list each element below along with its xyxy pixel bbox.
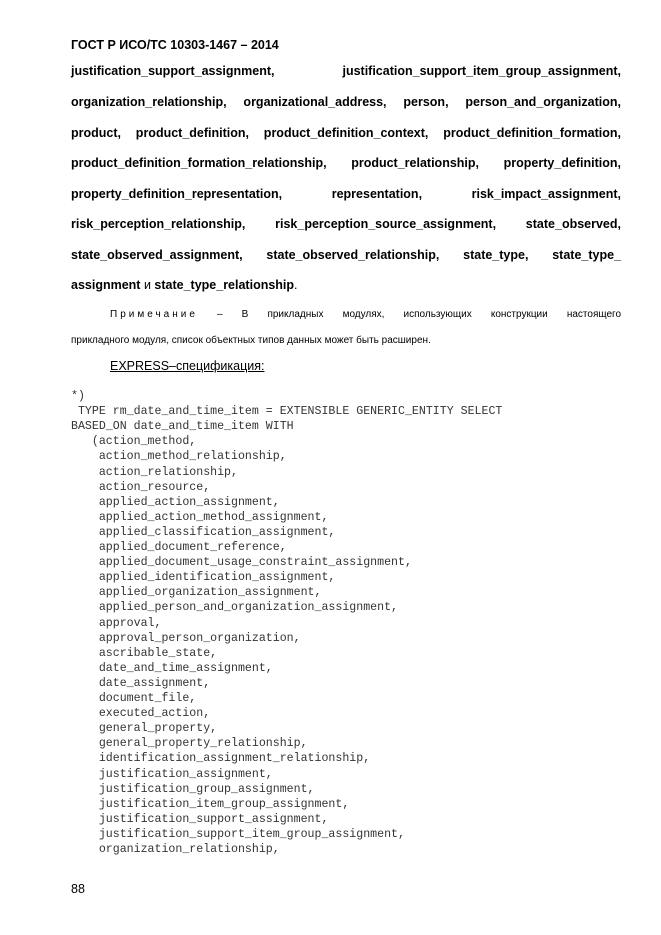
code-line: applied_classification_assignment, bbox=[71, 525, 336, 539]
code-line: applied_action_method_assignment, bbox=[71, 510, 329, 524]
page-number: 88 bbox=[71, 882, 85, 896]
paragraph-line: risk_perception_relationship, risk_perception_source_assignment, state_observed, bbox=[71, 217, 621, 231]
note-label: Примечание bbox=[110, 309, 198, 320]
note-line-1 bbox=[110, 309, 621, 320]
note-word: использующих bbox=[403, 309, 472, 320]
paragraph-line: state_observed_assignment, state_observed_relationship, state_type, state_type_ bbox=[71, 248, 621, 262]
note-word: конструкции bbox=[490, 309, 548, 320]
code-line: action_relationship, bbox=[71, 465, 238, 479]
code-line: applied_action_assignment, bbox=[71, 495, 280, 509]
paragraph-line: product_definition_formation_relationship, product_relationship, property_definition, bbox=[71, 156, 621, 170]
page-header: ГОСТ Р ИСО/ТС 10303-1467 – 2014 bbox=[71, 38, 279, 52]
paragraph-line: product, product_definition, product_definition_context, product_definition_formation, bbox=[71, 126, 621, 140]
code-line: BASED_ON date_and_time_item WITH bbox=[71, 420, 294, 434]
code-line: applied_organization_assignment, bbox=[71, 586, 322, 600]
code-line: document_file, bbox=[71, 692, 197, 705]
code-line: general_property, bbox=[71, 722, 218, 736]
code-line: justification_item_group_assignment, bbox=[71, 797, 350, 811]
code-line: identification_assignment_relationship, bbox=[71, 752, 371, 766]
paragraph-end: . bbox=[294, 278, 298, 292]
code-line: applied_document_reference, bbox=[71, 541, 287, 554]
code-line: applied_identification_assignment, bbox=[71, 571, 336, 585]
code-line: general_property_relationship, bbox=[71, 737, 308, 751]
code-line: justification_assignment, bbox=[71, 767, 273, 781]
express-spec-heading: EXPRESS–спецификация: bbox=[110, 359, 265, 373]
code-line: ascribable_state, bbox=[71, 646, 218, 660]
code-line: applied_document_usage_constraint_assignment, bbox=[71, 556, 412, 570]
paragraph-conjunction: и bbox=[140, 278, 155, 292]
note-word: прикладных bbox=[267, 309, 324, 320]
paragraph-last-line bbox=[71, 278, 621, 294]
code-line: date_assignment, bbox=[71, 676, 211, 690]
code-line: (action_method, bbox=[71, 435, 197, 449]
code-line: date_and_time_assignment, bbox=[71, 661, 273, 675]
code-line: TYPE rm_date_and_time_item = EXTENSIBLE GENERIC_ENTITY SELECT bbox=[71, 405, 503, 419]
code-line: justification_support_assignment, bbox=[71, 812, 329, 826]
note-dash: – bbox=[217, 309, 223, 320]
code-line: executed_action, bbox=[71, 707, 211, 721]
code-line: justification_support_item_group_assignment, bbox=[71, 827, 405, 841]
note-word: модулях, bbox=[342, 309, 385, 320]
code-line: approval, bbox=[71, 616, 162, 630]
code-line: applied_person_and_organization_assignment, bbox=[71, 601, 398, 615]
code-line: approval_person_organization, bbox=[71, 631, 301, 645]
code-line: organization_relationship, bbox=[71, 843, 280, 856]
paragraph-line: organization_relationship, organizational_address, person, person_and_organization, bbox=[71, 95, 621, 109]
paragraph-term: assignment bbox=[71, 278, 141, 292]
note-line-2: прикладного модуля, список объектных типов данных может быть расширен. bbox=[71, 335, 431, 346]
code-line: *) bbox=[71, 390, 85, 403]
code-line: justification_group_assignment, bbox=[71, 782, 315, 796]
note-word: настоящего bbox=[566, 309, 622, 320]
paragraph-line: justification_support_assignment, justification_support_item_group_assignment, bbox=[71, 64, 621, 78]
paragraph-line: property_definition_representation, representation, risk_impact_assignment, bbox=[71, 187, 621, 201]
code-line: action_resource, bbox=[71, 480, 211, 494]
note-word: В bbox=[241, 309, 249, 320]
code-line: action_method_relationship, bbox=[71, 450, 287, 464]
paragraph-term: state_type_relationship bbox=[154, 278, 295, 292]
